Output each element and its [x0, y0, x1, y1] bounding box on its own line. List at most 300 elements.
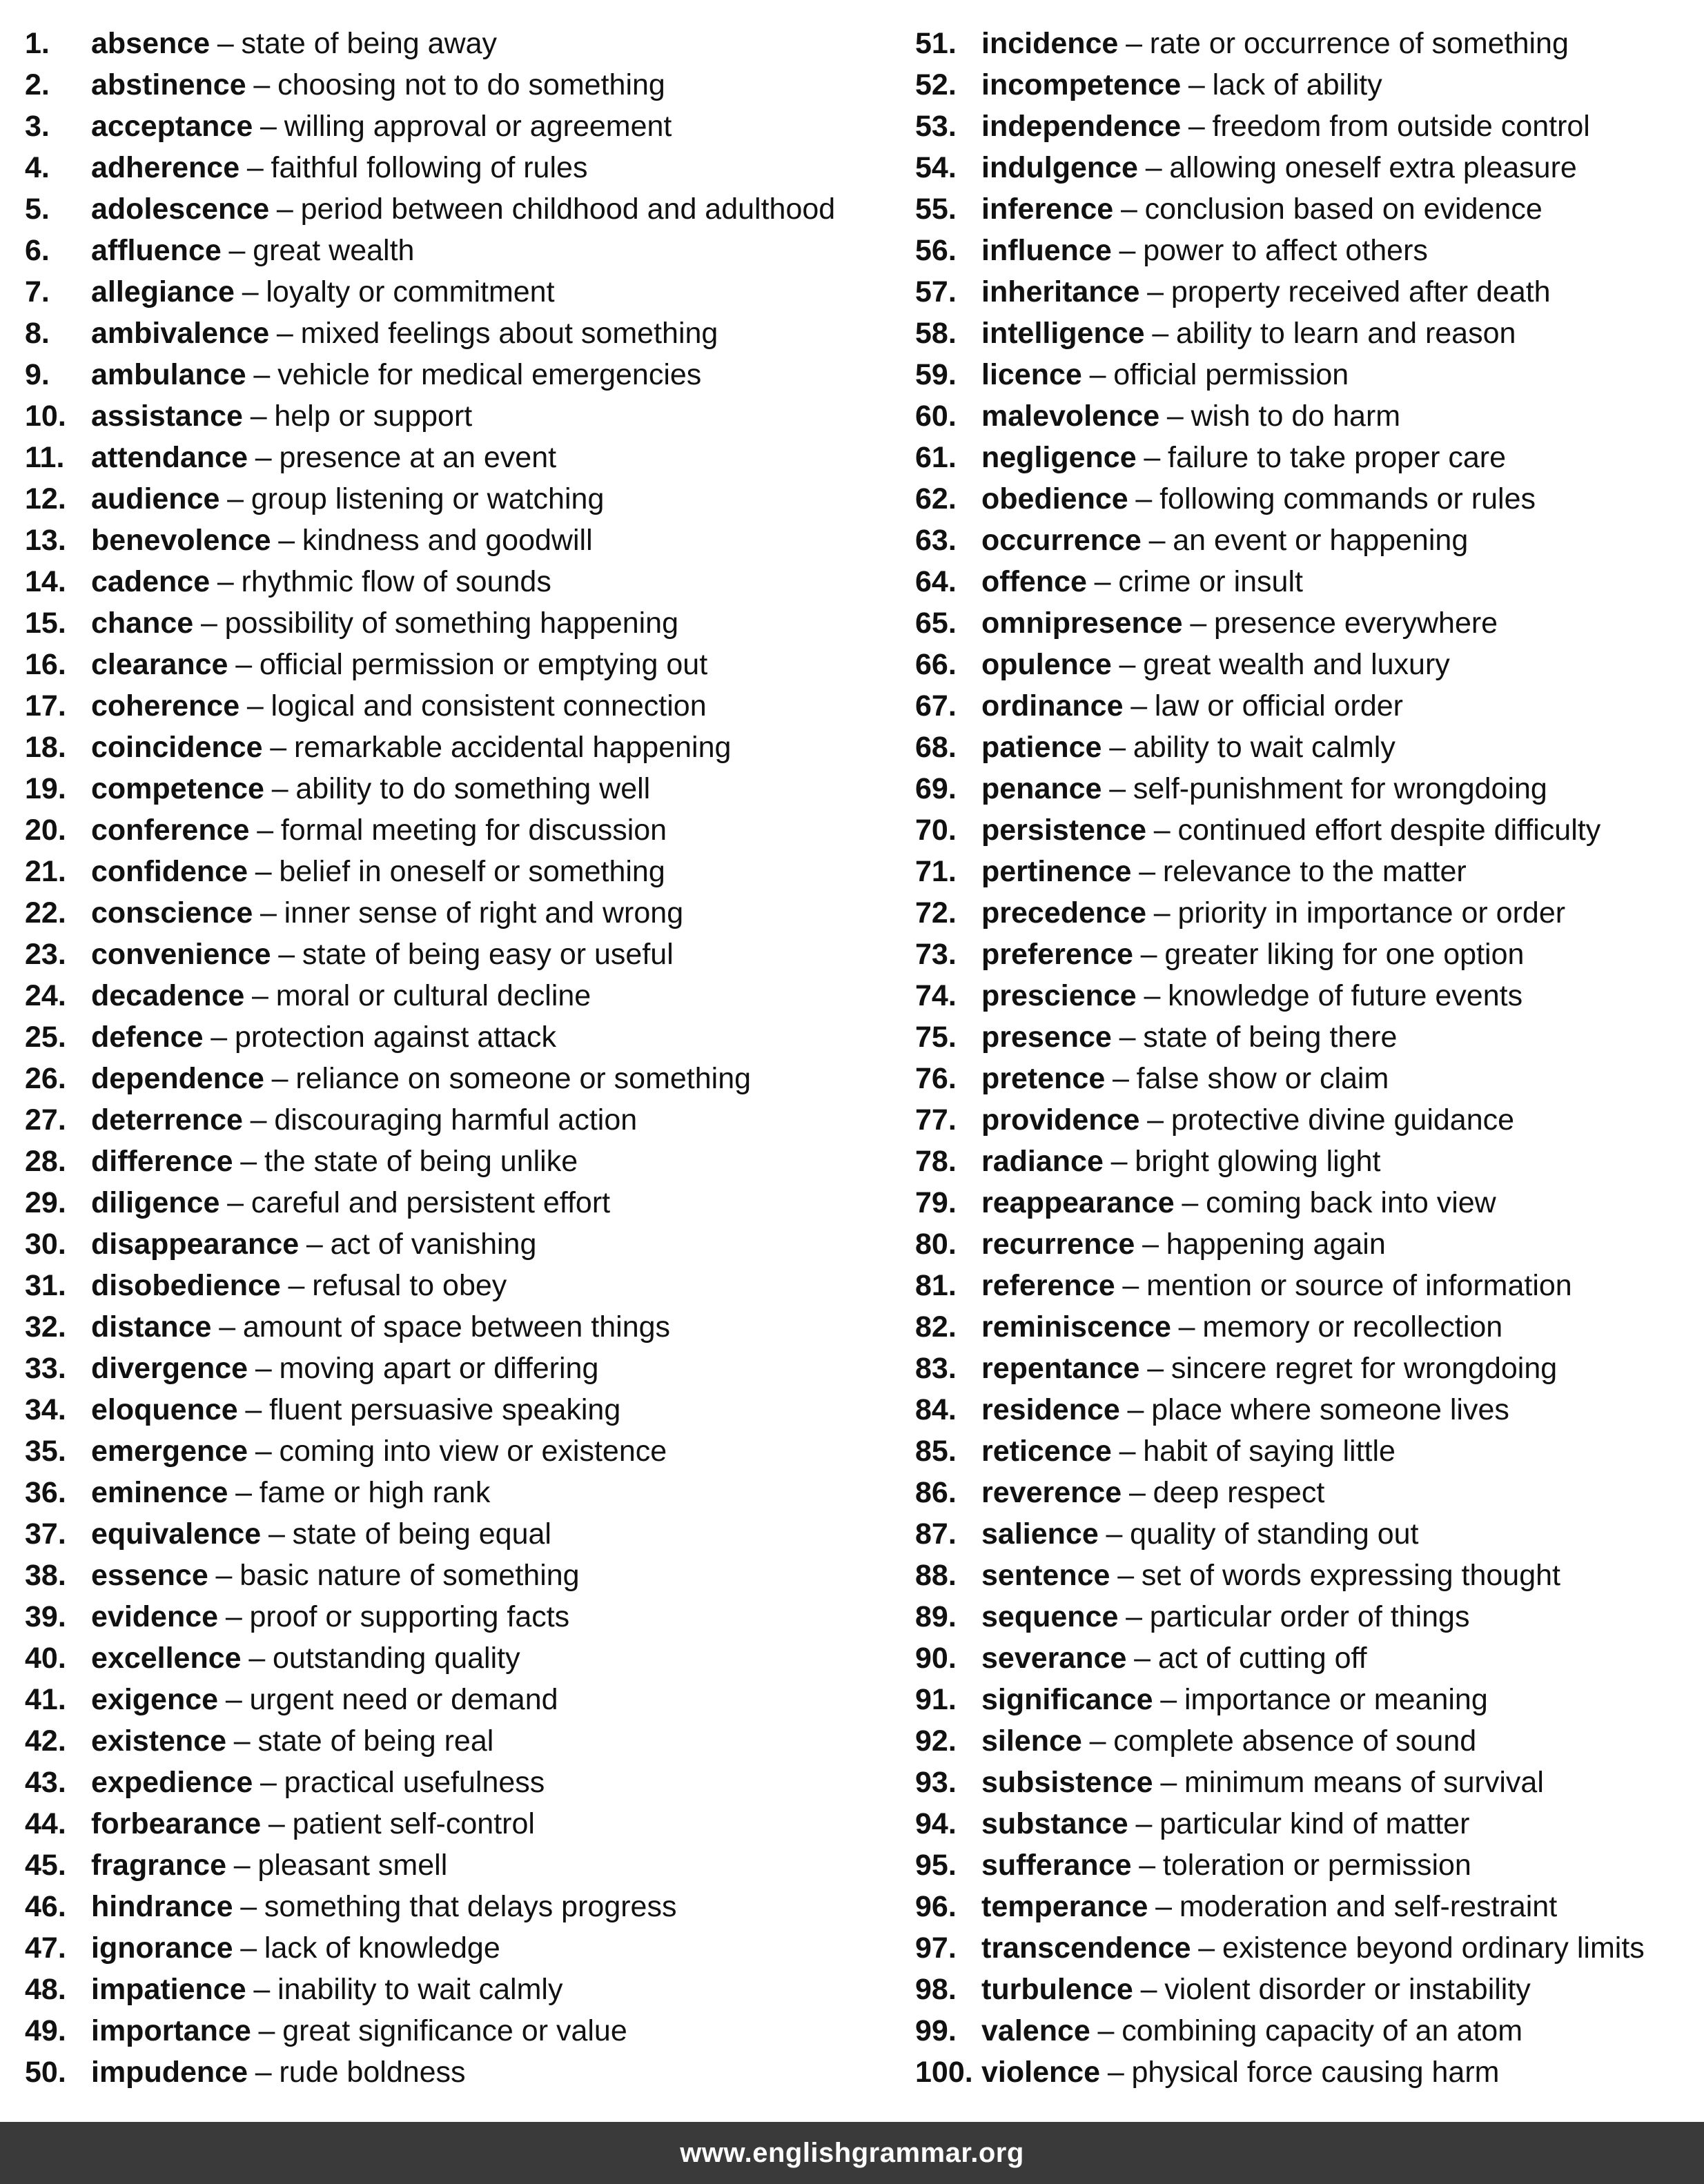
- entry-word: equivalence: [91, 1517, 262, 1551]
- entry-separator: –: [245, 1393, 262, 1426]
- entry-separator: –: [259, 896, 277, 929]
- entry-separator: –: [276, 317, 293, 350]
- entry-definition: great wealth and luxury: [1143, 648, 1450, 681]
- word-entry: [915, 25, 1698, 66]
- entry-number: 95.: [915, 1849, 957, 1882]
- entry-number: 35.: [25, 1435, 66, 1468]
- entry-number: 21.: [25, 855, 66, 888]
- entry-separator: –: [227, 1186, 244, 1219]
- entry-definition: particular order of things: [1149, 1600, 1470, 1633]
- entry-word: evidence: [91, 1600, 219, 1633]
- entry-number: 53.: [915, 110, 957, 143]
- entry-word: importance: [91, 2014, 251, 2047]
- entry-number: 15.: [25, 607, 66, 640]
- entry-definition: urgent need or demand: [249, 1683, 558, 1716]
- word-entry: [25, 25, 881, 66]
- entry-number: 99.: [915, 2014, 957, 2047]
- entry-word: subsistence: [981, 1766, 1153, 1799]
- word-entry: [25, 1847, 881, 1888]
- entry-word: disappearance: [91, 1228, 300, 1261]
- entry-word: confidence: [91, 855, 248, 888]
- entry-separator: –: [248, 1642, 266, 1675]
- word-entry: [915, 190, 1698, 232]
- entry-definition: amount of space between things: [242, 1310, 671, 1344]
- entry-definition: knowledge of future events: [1168, 979, 1523, 1012]
- word-entry: [25, 1971, 881, 2012]
- word-entry: [915, 2054, 1698, 2095]
- word-entry: [915, 1350, 1698, 1391]
- word-entry: [915, 1557, 1698, 1598]
- entry-separator: –: [1153, 896, 1171, 929]
- entry-number: 76.: [915, 1062, 957, 1095]
- word-entry: [25, 2012, 881, 2054]
- entry-definition: priority in importance or order: [1177, 896, 1566, 929]
- entry-definition: state of being real: [257, 1724, 494, 1758]
- entry-word: pretence: [981, 1062, 1106, 1095]
- word-entry: [25, 439, 881, 480]
- word-entry: [915, 397, 1698, 439]
- entry-word: penance: [981, 772, 1102, 805]
- entry-definition: conclusion based on evidence: [1144, 193, 1543, 226]
- entry-definition: patient self-control: [292, 1807, 535, 1840]
- entry-number: 28.: [25, 1145, 66, 1178]
- word-entry: [915, 1929, 1698, 1971]
- entry-number: 69.: [915, 772, 957, 805]
- word-entry: [25, 1764, 881, 1805]
- entry-definition: state of being equal: [292, 1517, 551, 1551]
- entry-number: 75.: [915, 1021, 957, 1054]
- entry-word: substance: [981, 1807, 1128, 1840]
- entry-number: 7.: [25, 275, 50, 308]
- entry-number: 3.: [25, 110, 50, 143]
- entry-number: 49.: [25, 2014, 66, 2047]
- entry-separator: –: [1160, 1766, 1177, 1799]
- entry-separator: –: [217, 27, 234, 60]
- word-entry: [915, 1888, 1698, 1929]
- word-entry: [915, 1184, 1698, 1226]
- entry-definition: rude boldness: [279, 2056, 466, 2089]
- entry-number: 63.: [915, 524, 957, 557]
- word-entry: [25, 936, 881, 977]
- word-entry: [915, 108, 1698, 149]
- entry-number: 5.: [25, 193, 50, 226]
- entry-number: 20.: [25, 814, 66, 847]
- entry-separator: –: [235, 1476, 253, 1509]
- word-entry: [25, 2054, 881, 2095]
- entry-definition: moving apart or differing: [279, 1352, 599, 1385]
- entry-definition: violent disorder or instability: [1164, 1973, 1531, 2006]
- entry-separator: –: [270, 731, 287, 764]
- word-entry: [25, 1060, 881, 1101]
- entry-word: precedence: [981, 896, 1147, 929]
- word-entry: [25, 646, 881, 687]
- entry-word: emergence: [91, 1435, 248, 1468]
- entry-number: 96.: [915, 1890, 957, 1923]
- word-entry: [915, 894, 1698, 936]
- entry-definition: presence at an event: [279, 441, 557, 474]
- entry-word: allegiance: [91, 275, 235, 308]
- entry-definition: period between childhood and adulthood: [300, 193, 836, 226]
- entry-definition: particular kind of matter: [1159, 1807, 1470, 1840]
- entry-number: 1.: [25, 27, 50, 60]
- entry-definition: rate or occurrence of something: [1149, 27, 1569, 60]
- entry-word: indulgence: [981, 151, 1138, 184]
- word-entry: [25, 149, 881, 190]
- word-entry: [915, 1640, 1698, 1681]
- entry-definition: moderation and self-restraint: [1179, 1890, 1558, 1923]
- entry-number: 82.: [915, 1310, 957, 1344]
- entry-number: 30.: [25, 1228, 66, 1261]
- entry-definition: reliance on someone or something: [295, 1062, 752, 1095]
- entry-definition: following commands or rules: [1159, 482, 1536, 515]
- word-entry: [915, 315, 1698, 356]
- entry-separator: –: [1128, 1476, 1146, 1509]
- entry-word: abstinence: [91, 68, 246, 101]
- entry-separator: –: [1182, 1186, 1199, 1219]
- word-entry: [25, 66, 881, 108]
- entry-word: reverence: [981, 1476, 1122, 1509]
- entry-word: presence: [981, 1021, 1112, 1054]
- word-entry: [25, 1805, 881, 1847]
- entry-number: 36.: [25, 1476, 66, 1509]
- entry-number: 17.: [25, 689, 66, 722]
- entry-word: benevolence: [91, 524, 271, 557]
- entry-definition: physical force causing harm: [1131, 2056, 1500, 2089]
- word-entry: [25, 687, 881, 729]
- word-entry: [915, 811, 1698, 853]
- entry-number: 24.: [25, 979, 66, 1012]
- entry-separator: –: [1120, 193, 1137, 226]
- entry-separator: –: [1109, 731, 1126, 764]
- entry-separator: –: [240, 1145, 257, 1178]
- entry-separator: –: [1094, 565, 1111, 598]
- word-entry: [25, 1184, 881, 1226]
- entry-definition: basic nature of something: [239, 1559, 580, 1592]
- entry-definition: great wealth: [253, 234, 415, 267]
- entry-word: eloquence: [91, 1393, 238, 1426]
- entry-number: 89.: [915, 1600, 957, 1633]
- entry-number: 72.: [915, 896, 957, 929]
- entry-definition: sincere regret for wrongdoing: [1171, 1352, 1558, 1385]
- word-entry: [25, 1515, 881, 1557]
- word-entry: [25, 1143, 881, 1184]
- entry-separator: –: [1106, 1517, 1123, 1551]
- entry-word: conscience: [91, 896, 253, 929]
- entry-number: 19.: [25, 772, 66, 805]
- entry-definition: importance or meaning: [1184, 1683, 1488, 1716]
- entry-number: 50.: [25, 2056, 66, 2089]
- entry-separator: –: [278, 938, 295, 971]
- entry-definition: group listening or watching: [251, 482, 605, 515]
- entry-number: 93.: [915, 1766, 957, 1799]
- entry-number: 26.: [25, 1062, 66, 1095]
- entry-separator: –: [1178, 1310, 1195, 1344]
- entry-definition: set of words expressing thought: [1141, 1559, 1560, 1592]
- entry-definition: act of cutting off: [1157, 1642, 1367, 1675]
- entry-word: negligence: [981, 441, 1137, 474]
- entry-word: diligence: [91, 1186, 220, 1219]
- entry-word: adolescence: [91, 193, 270, 226]
- word-entry: [25, 977, 881, 1019]
- entry-word: cadence: [91, 565, 210, 598]
- word-entry: [915, 1805, 1698, 1847]
- entry-definition: freedom from outside control: [1212, 110, 1590, 143]
- entry-separator: –: [240, 1931, 257, 1965]
- entry-separator: –: [219, 1310, 236, 1344]
- word-list-right-column: [915, 25, 1698, 2095]
- entry-separator: –: [1135, 1807, 1153, 1840]
- word-entry: [915, 273, 1698, 315]
- entry-word: competence: [91, 772, 264, 805]
- entry-separator: –: [246, 151, 264, 184]
- entry-number: 11.: [25, 441, 65, 474]
- entry-word: pertinence: [981, 855, 1132, 888]
- entry-separator: –: [1147, 1352, 1164, 1385]
- entry-separator: –: [1140, 938, 1157, 971]
- entry-definition: discouraging harmful action: [274, 1103, 638, 1137]
- entry-definition: state of being easy or useful: [302, 938, 674, 971]
- entry-separator: –: [1107, 2056, 1124, 2089]
- entry-separator: –: [255, 1435, 272, 1468]
- entry-word: sequence: [981, 1600, 1119, 1633]
- entry-separator: –: [233, 1724, 251, 1758]
- entry-word: essence: [91, 1559, 208, 1592]
- entry-word: preference: [981, 938, 1133, 971]
- entry-number: 80.: [915, 1228, 957, 1261]
- entry-number: 73.: [915, 938, 957, 971]
- entry-word: fragrance: [91, 1849, 226, 1882]
- entry-word: deterrence: [91, 1103, 243, 1137]
- entry-word: divergence: [91, 1352, 248, 1385]
- entry-number: 68.: [915, 731, 957, 764]
- entry-separator: –: [1119, 1435, 1136, 1468]
- entry-separator: –: [255, 855, 272, 888]
- entry-definition: law or official order: [1154, 689, 1404, 722]
- entry-word: coincidence: [91, 731, 263, 764]
- entry-definition: choosing not to do something: [277, 68, 665, 101]
- entry-number: 39.: [25, 1600, 66, 1633]
- entry-word: ordinance: [981, 689, 1124, 722]
- word-entry: [915, 1722, 1698, 1764]
- entry-definition: wish to do harm: [1191, 400, 1401, 433]
- entry-word: opulence: [981, 648, 1112, 681]
- word-entry: [915, 853, 1698, 894]
- word-entry: [25, 480, 881, 522]
- entry-separator: –: [276, 193, 293, 226]
- entry-separator: –: [210, 1021, 228, 1054]
- entry-number: 34.: [25, 1393, 66, 1426]
- entry-separator: –: [225, 1600, 242, 1633]
- entry-definition: moral or cultural decline: [275, 979, 591, 1012]
- entry-definition: mention or source of information: [1146, 1269, 1572, 1302]
- word-entry: [25, 1640, 881, 1681]
- word-entry: [915, 1681, 1698, 1722]
- entry-definition: rhythmic flow of sounds: [241, 565, 551, 598]
- word-entry: [915, 729, 1698, 770]
- word-entry: [915, 936, 1698, 977]
- entry-number: 10.: [25, 400, 66, 433]
- entry-separator: –: [1113, 1062, 1129, 1095]
- entry-separator: –: [253, 358, 271, 391]
- entry-word: licence: [981, 358, 1082, 391]
- entry-number: 18.: [25, 731, 66, 764]
- word-entry: [25, 563, 881, 604]
- word-entry: [25, 1474, 881, 1515]
- entry-definition: lack of ability: [1212, 68, 1382, 101]
- entry-definition: great significance or value: [282, 2014, 627, 2047]
- entry-separator: –: [253, 68, 271, 101]
- word-entry: [25, 1019, 881, 1060]
- entry-definition: willing approval or agreement: [284, 110, 672, 143]
- entry-word: reappearance: [981, 1186, 1175, 1219]
- footer-website-link[interactable]: www.englishgrammar.org: [680, 2137, 1024, 2168]
- entry-separator: –: [259, 1766, 277, 1799]
- entry-definition: outstanding quality: [272, 1642, 520, 1675]
- entry-number: 12.: [25, 482, 66, 515]
- entry-number: 55.: [915, 193, 957, 226]
- entry-definition: inner sense of right and wrong: [284, 896, 684, 929]
- entry-number: 85.: [915, 1435, 957, 1468]
- entry-separator: –: [1119, 648, 1136, 681]
- entry-definition: happening again: [1166, 1228, 1386, 1261]
- entry-definition: fame or high rank: [259, 1476, 491, 1509]
- entry-number: 77.: [915, 1103, 957, 1137]
- word-entry: [915, 1971, 1698, 2012]
- word-entry: [915, 977, 1698, 1019]
- entry-word: exigence: [91, 1683, 219, 1716]
- entry-definition: bright glowing light: [1135, 1145, 1381, 1178]
- entry-number: 57.: [915, 275, 957, 308]
- entry-definition: logical and consistent connection: [271, 689, 707, 722]
- entry-number: 25.: [25, 1021, 66, 1054]
- entry-definition: faithful following of rules: [271, 151, 588, 184]
- entry-number: 62.: [915, 482, 957, 515]
- word-entry: [915, 646, 1698, 687]
- word-entry: [25, 1722, 881, 1764]
- word-entry: [915, 149, 1698, 190]
- entry-word: recurrence: [981, 1228, 1135, 1261]
- word-entry: [25, 315, 881, 356]
- entry-separator: –: [1139, 855, 1156, 888]
- entry-separator: –: [1119, 1021, 1136, 1054]
- entry-separator: –: [1166, 400, 1184, 433]
- entry-word: turbulence: [981, 1973, 1133, 2006]
- entry-definition: vehicle for medical emergencies: [277, 358, 702, 391]
- entry-number: 61.: [915, 441, 957, 474]
- entry-word: occurrence: [981, 524, 1142, 557]
- word-entry: [25, 522, 881, 563]
- word-entry: [915, 2012, 1698, 2054]
- entry-number: 64.: [915, 565, 957, 598]
- entry-word: sentence: [981, 1559, 1110, 1592]
- entry-separator: –: [257, 814, 274, 847]
- word-entry: [25, 397, 881, 439]
- entry-word: assistance: [91, 400, 243, 433]
- entry-separator: –: [240, 1890, 257, 1923]
- entry-number: 52.: [915, 68, 957, 101]
- entry-word: silence: [981, 1724, 1082, 1758]
- entry-number: 59.: [915, 358, 957, 391]
- entry-number: 100.: [915, 2056, 973, 2089]
- entry-word: conference: [91, 814, 250, 847]
- word-entry: [25, 1391, 881, 1433]
- entry-separator: –: [250, 1103, 267, 1137]
- entry-separator: –: [1144, 979, 1161, 1012]
- word-entry: [25, 1681, 881, 1722]
- entry-definition: official permission: [1113, 358, 1349, 391]
- entry-word: persistence: [981, 814, 1147, 847]
- entry-separator: –: [1152, 317, 1169, 350]
- entry-number: 56.: [915, 234, 957, 267]
- entry-number: 86.: [915, 1476, 957, 1509]
- entry-separator: –: [225, 1683, 242, 1716]
- entry-separator: –: [1148, 524, 1166, 557]
- entry-separator: –: [1160, 1683, 1177, 1716]
- entry-word: reticence: [981, 1435, 1112, 1468]
- entry-separator: –: [271, 772, 288, 805]
- entry-separator: –: [258, 2014, 275, 2047]
- entry-separator: –: [1097, 2014, 1115, 2047]
- entry-definition: mixed feelings about something: [300, 317, 718, 350]
- entry-word: patience: [981, 731, 1102, 764]
- word-entry: [915, 1143, 1698, 1184]
- entry-definition: protective divine guidance: [1171, 1103, 1515, 1137]
- entry-word: eminence: [91, 1476, 228, 1509]
- word-entry: [915, 1433, 1698, 1474]
- word-entry: [915, 66, 1698, 108]
- word-entry: [25, 729, 881, 770]
- entry-definition: proof or supporting facts: [249, 1600, 570, 1633]
- entry-number: 43.: [25, 1766, 66, 1799]
- entry-separator: –: [1153, 814, 1171, 847]
- entry-separator: –: [252, 979, 268, 1012]
- word-entry: [915, 1847, 1698, 1888]
- entry-definition: crime or insult: [1118, 565, 1303, 598]
- word-entry: [25, 894, 881, 936]
- entry-number: 38.: [25, 1559, 66, 1592]
- entry-separator: –: [246, 689, 264, 722]
- entry-separator: –: [1117, 1559, 1135, 1592]
- entry-number: 4.: [25, 151, 50, 184]
- entry-number: 9.: [25, 358, 50, 391]
- word-entry: [915, 480, 1698, 522]
- entry-word: reminiscence: [981, 1310, 1171, 1344]
- entry-definition: quality of standing out: [1130, 1517, 1419, 1551]
- entry-separator: –: [1130, 689, 1148, 722]
- word-entry: [915, 563, 1698, 604]
- entry-number: 66.: [915, 648, 957, 681]
- entry-number: 13.: [25, 524, 66, 557]
- word-entry: [25, 1226, 881, 1267]
- entry-definition: act of vanishing: [330, 1228, 537, 1261]
- entry-word: decadence: [91, 979, 245, 1012]
- entry-separator: –: [1126, 1600, 1143, 1633]
- word-entry: [915, 604, 1698, 646]
- entry-definition: fluent persuasive speaking: [269, 1393, 621, 1426]
- entry-separator: –: [217, 565, 234, 598]
- entry-definition: habit of saying little: [1143, 1435, 1395, 1468]
- entry-separator: –: [278, 524, 295, 557]
- entry-separator: –: [255, 1352, 272, 1385]
- entry-number: 87.: [915, 1517, 957, 1551]
- entry-number: 47.: [25, 1931, 66, 1965]
- entry-separator: –: [271, 1062, 288, 1095]
- entry-definition: refusal to obey: [312, 1269, 507, 1302]
- entry-definition: ability to wait calmly: [1133, 731, 1395, 764]
- entry-number: 14.: [25, 565, 66, 598]
- entry-number: 2.: [25, 68, 50, 101]
- entry-definition: complete absence of sound: [1113, 1724, 1477, 1758]
